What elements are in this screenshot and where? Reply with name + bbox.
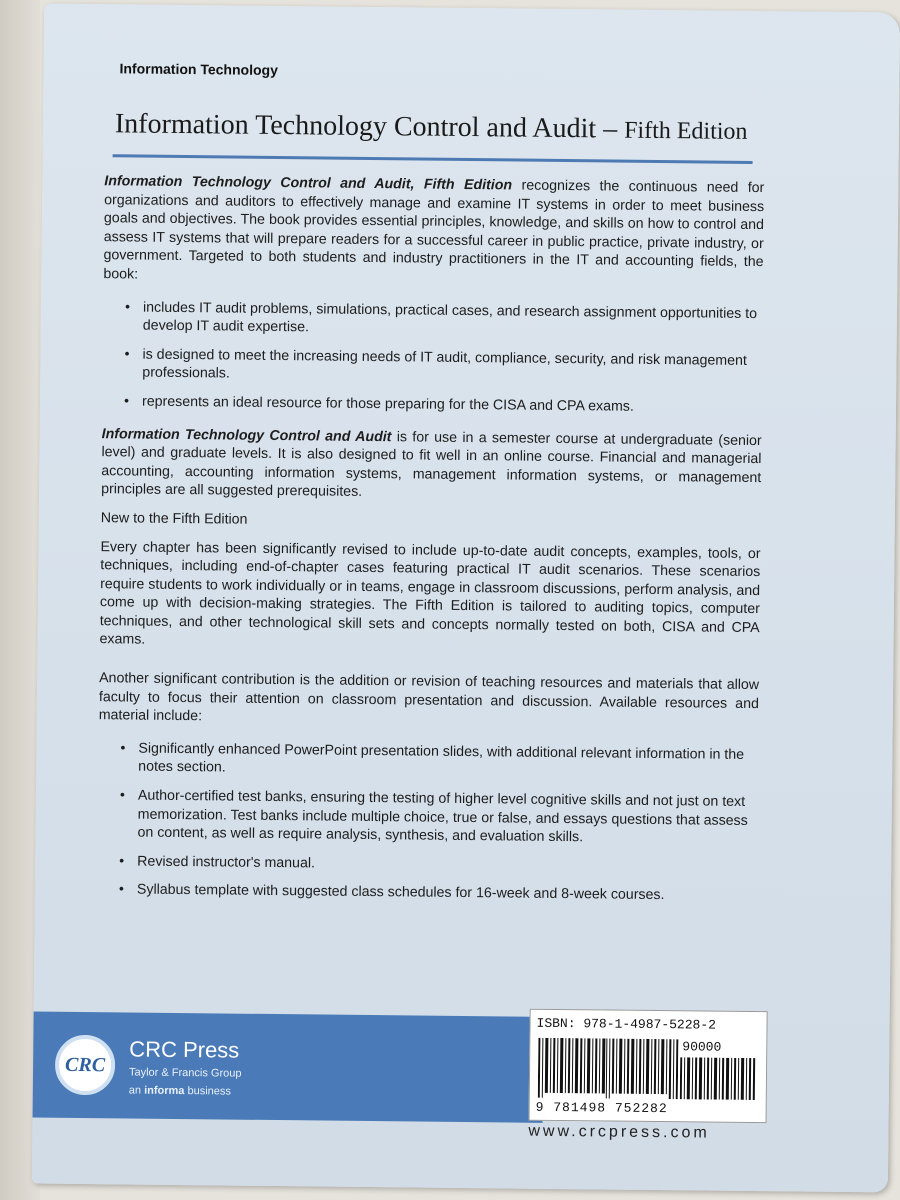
feature-item: • represents an ideal resource for those preparing for the CISA and CPA exams.: [142, 393, 762, 418]
contribution-paragraph: Another significant contribution is the addition or revision of teaching resources and materials that allow faculty to focus their attention on classroom presentation and discussion. Available resources and material include:: [98, 670, 760, 725]
price-barcode-icon: [680, 1057, 756, 1100]
barcode-digits: 9 781498 752282: [535, 1099, 668, 1117]
new-edition-paragraph: Every chapter has been significantly revised to include up-to-date audit concepts, examples, tools, or techniques, including end-of-chapter cases featuring practical IT audit scenarios. These scenarios require students to work individually or in teams, engage in classroom discussions, perform analysis, and come up with decision-making strategies. The Fifth Edition is tailored to auditing topics, computer techniques, and other technological skill sets and concepts normally tested on both, CISA and CPA exams.: [99, 538, 761, 649]
resource-item: • Author-certified test banks, ensuring the testing of higher level cognitive skills and not just on text memorization. Test banks include multiple choice, true or false, and essays questions that assess on content, as well as require analysis, synthesis, and evaluation skills.: [137, 787, 758, 849]
new-edition-heading: New to the Fifth Edition: [100, 510, 248, 528]
book-title: [115, 108, 748, 147]
course-text: is for use in a semester course at undergraduate (senior level) and graduate levels. It is also designed to fit well in an online course. Financial and managerial accounting, accounting information systems, management information systems, or management principles are all suggested prerequisites.: [101, 428, 762, 501]
barcode-icon: [538, 1038, 679, 1099]
publisher-website: www.crcpress.com: [528, 1122, 710, 1142]
intro-text: recognizes the continuous need for organizations and auditors to effectively manage and examine IT systems in order to meet business goals and objectives. The book provides essential principles, knowledge, and skills on how to control and assess IT systems that will prepare readers for a successful career in public practice, private industry, or government. Targeted to both students and industry practitioners in the IT and accounting fields, the book:: [103, 177, 765, 283]
title-edition: Fifth Edition: [624, 117, 748, 145]
publisher-group: Taylor & Francis Group: [128, 1066, 242, 1080]
intro-paragraph: [103, 172, 764, 290]
isbn-number: ISBN: 978-1-4987-5228-2: [536, 1015, 717, 1033]
feature-list: [102, 298, 763, 418]
intro-book-ref: Information Technology Control and Audit, Fifth Edition: [104, 173, 513, 194]
resource-item: • Significantly enhanced PowerPoint presentation slides, with additional relevant information in the notes section.: [138, 739, 758, 783]
title-main: Information Technology Control and Audit: [114, 108, 597, 145]
cover-text: [97, 172, 765, 920]
series-label: Information Technology: [119, 60, 279, 79]
feature-item: • includes IT audit problems, simulations, practical cases, and research assignment opportunities to develop IT audit expertise.: [143, 298, 763, 342]
publisher-bar: [32, 1011, 544, 1122]
resources-list: [97, 739, 759, 906]
price-code: 90000: [682, 1039, 722, 1055]
course-book-ref: Information Technology Control and Audit: [101, 425, 392, 445]
resource-item: • Revised instructor's manual.: [137, 852, 757, 877]
feature-item: • is designed to meet the increasing needs of IT audit, compliance, security, and risk management professionals.: [142, 345, 762, 389]
title-rule: [113, 154, 753, 164]
resource-item: • Syllabus template with suggested class schedules for 16-week and 8-week courses.: [137, 881, 757, 906]
book-back-cover: [32, 4, 900, 1193]
isbn-barcode-box: [529, 1009, 768, 1123]
crc-logo: CRC: [55, 1035, 116, 1096]
publisher-name: CRC Press: [129, 1036, 240, 1063]
course-paragraph: [101, 425, 762, 506]
title-separator: –: [596, 113, 625, 145]
informa-line: an informa business: [128, 1084, 232, 1098]
